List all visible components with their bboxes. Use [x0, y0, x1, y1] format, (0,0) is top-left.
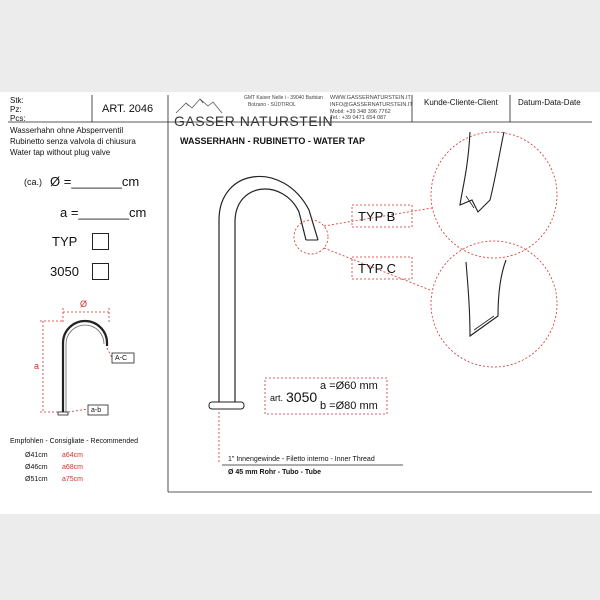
typ-label: TYP [52, 234, 78, 249]
recommended-a-1: a64cm [62, 452, 84, 459]
main-tap-drawing [209, 132, 557, 465]
typ-checkbox[interactable] [92, 233, 109, 250]
recommended-diameter-3: Ø51cm [25, 476, 48, 483]
description-en: Water tap without plug valve [10, 148, 111, 157]
a-value-label: a =Ø60 mm [320, 380, 378, 392]
recommended-title: Empfohlen - Consigliate - Recommended [10, 438, 139, 445]
website-link[interactable]: WWW.GASSERNATURSTEIN.IT [330, 95, 411, 101]
page-title: WASSERHAHN - RUBINETTO - WATER TAP [180, 136, 365, 146]
phone-number: Tel.: +39 0471 654 087 [330, 115, 387, 121]
mountain-logo-icon [176, 99, 222, 113]
b-value-label: b =Ø80 mm [320, 400, 378, 412]
art-prefix-label: art. [270, 393, 284, 403]
company-address-1: GMT Kaiser Nelle i - 39040 Barbian [244, 95, 323, 101]
ab-label: a-b [91, 407, 102, 414]
pcs-label: Pcs: [10, 114, 26, 123]
stk-label: Stk: [10, 96, 24, 105]
description-it: Rubinetto senza valvola di chiusura [10, 137, 136, 146]
a-length-field[interactable]: a =_______cm [60, 205, 147, 220]
art-number-label: 3050 [286, 389, 318, 405]
recommended-diameter-1: Ø41cm [25, 452, 48, 459]
art-3050-label: 3050 [50, 264, 79, 279]
email-link[interactable]: INFO@GASSERNATURSTEIN.IT [330, 102, 413, 108]
mobile-number: Mobil: +39 348 396 7762 [330, 109, 391, 115]
typ-c-label: TYP C [358, 261, 397, 276]
recommended-a-2: a68cm [62, 464, 84, 471]
thread-label: 1" Innengewinde - Filetto interno - Inner Thread [228, 456, 375, 463]
recommended-a-3: a75cm [62, 476, 84, 483]
article-number: ART. 2046 [102, 103, 154, 115]
recommended-diameter-2: Ø46cm [25, 464, 48, 471]
diameter-dimension-label: Ø [80, 299, 88, 309]
a-dimension-label: a [34, 361, 40, 371]
company-address-2: Bolzano - SÜDTIROL [248, 102, 296, 108]
typ-b-label: TYP B [358, 209, 396, 224]
art-3050-checkbox[interactable] [92, 263, 109, 280]
ac-label: A-C [115, 355, 128, 362]
date-field: Datum-Data-Date [518, 98, 581, 107]
tube-label: Ø 45 mm Rohr - Tubo - Tube [228, 469, 322, 476]
description-de: Wasserhahn ohne Absperrventil [10, 126, 124, 135]
approx-label: (ca.) [24, 177, 42, 187]
pz-label: Pz: [10, 105, 22, 114]
company-logo: GASSER NATURSTEIN [174, 113, 334, 129]
diameter-field[interactable]: Ø =_______cm [50, 174, 140, 189]
client-field: Kunde-Cliente-Client [424, 98, 498, 107]
